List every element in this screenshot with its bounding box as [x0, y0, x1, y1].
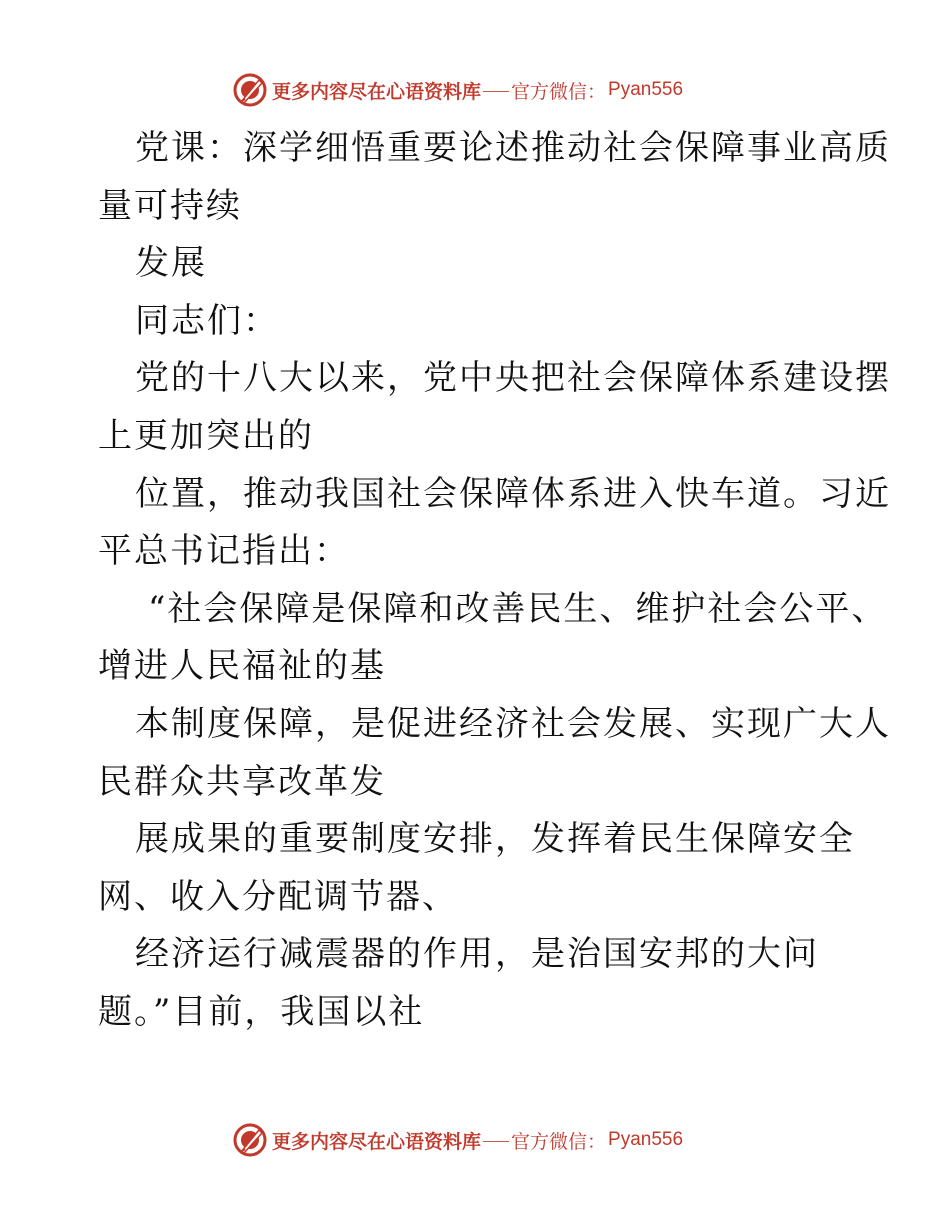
watermark-wechat-id: Pyan556 — [608, 79, 684, 100]
header-watermark — [232, 72, 683, 108]
quote-line: 民群众共享改革发 — [98, 761, 386, 802]
quote-line: 展成果的重要制度安排，发挥着民生保障安全 — [135, 819, 855, 860]
quill-logo-icon — [232, 1122, 268, 1158]
document-title-line-3: 发展 — [135, 243, 207, 284]
watermark-wechat-label: 官方微信： — [511, 1130, 607, 1153]
paragraph-line: 党的十八大以来，党中央把社会保障体系建设摆 — [135, 358, 891, 399]
paragraph-line: 题。”目前，我国以社 — [98, 991, 425, 1032]
quote-line: “社会保障是保障和改善民生、维护社会公平、 — [148, 588, 888, 629]
watermark-dash — [483, 91, 509, 92]
footer-watermark — [232, 1122, 683, 1158]
quote-line: 经济运行减震器的作用，是治国安邦的大问 — [135, 934, 819, 975]
paragraph-line: 上更加突出的 — [98, 415, 314, 456]
quill-logo-icon — [232, 72, 268, 108]
paragraph-line: 平总书记指出： — [98, 531, 350, 572]
watermark-wechat-id: Pyan556 — [608, 1129, 684, 1150]
watermark-title: 更多内容尽在心语资料库 — [272, 1130, 482, 1153]
quote-line: 增进人民福祉的基 — [98, 646, 386, 687]
quote-line: 网、收入分配调节器、 — [98, 876, 458, 917]
watermark-wechat-label: 官方微信： — [511, 80, 607, 103]
document-title-line-1: 党课：深学细悟重要论述推动社会保障事业高质 — [135, 128, 891, 168]
document-title-line-2: 量可持续 — [98, 185, 242, 226]
quote-line: 本制度保障，是促进经济社会发展、实现广大人 — [135, 703, 891, 744]
watermark-dash — [483, 1141, 509, 1142]
watermark-title: 更多内容尽在心语资料库 — [272, 80, 482, 103]
document-body — [98, 120, 891, 1042]
paragraph-line: 位置，推动我国社会保障体系进入快车道。习近 — [135, 473, 891, 514]
salutation: 同志们： — [135, 300, 279, 341]
